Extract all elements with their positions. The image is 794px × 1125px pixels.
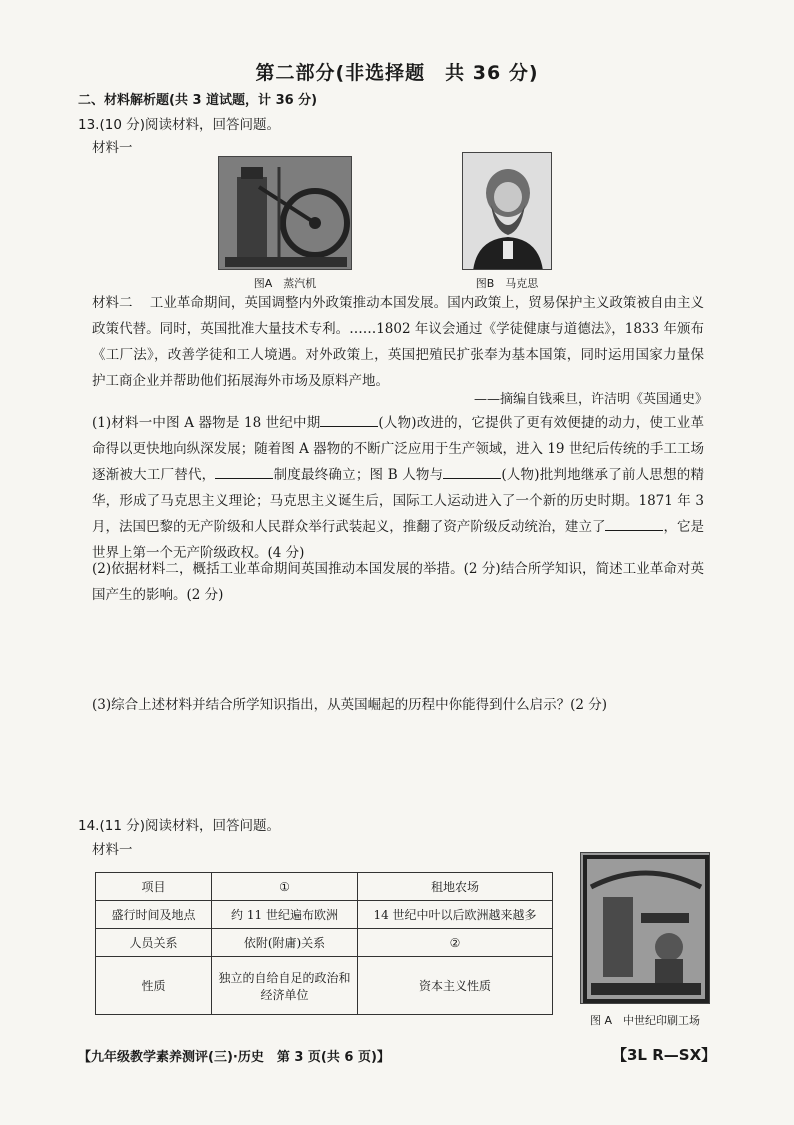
material2-text: 工业革命期间，英国调整内外政策推动本国发展。国内政策上，贸易保护主义政策被自由主义政策代替。同时，英国批准大量技术专利。……1802 年议会通过《学徒健康与道德法》，1833 年颁布《工厂法》，改善学徒和工人境遇。对外政策上，英国把殖民扩张奉为基本国策，同时运用国家力量保护工商企业并帮助他们拓展海外市场及原料产地。 — [92, 295, 705, 389]
table-cell: 约 11 世纪遍布欧洲 — [212, 901, 358, 929]
steam-engine-image — [218, 156, 352, 270]
q13-sub3: (3)综合上述材料并结合所学知识指出，从英国崛起的历程中你能得到什么启示？(2 分) — [92, 697, 608, 713]
table-row — [96, 957, 553, 1015]
footer-left: 【九年级教学素养测评(三)·历史 第 3 页(共 6 页)】 — [78, 1050, 390, 1065]
blank-regime[interactable] — [605, 517, 663, 531]
footer-right: 【3L R—SX】 — [612, 1046, 717, 1064]
table-cell: 租地农场 — [358, 873, 553, 901]
table-cell: 人员关系 — [96, 929, 212, 957]
marx-portrait-image — [462, 152, 552, 270]
table-cell: 盛行时间及地点 — [96, 901, 212, 929]
q13-sub1 — [92, 410, 704, 566]
sub1-text-b: (人物)改进的，它提供了更有效便捷的动力，使工业革命得以更快地向纵深发展；随着图 A 器物的不断广泛应用于生产领域，进入 19 世纪后传统的手工工场逐渐被大工厂替代， — [92, 415, 704, 483]
q13-sub2: (2)依据材料二，概括工业革命期间英国推动本国发展的举措。(2 分)结合所学知识，简述工业革命对英国产生的影响。(2 分) — [92, 561, 704, 603]
table-cell: ① — [212, 873, 358, 901]
q13-header: 13.(10 分)阅读材料，回答问题。 — [78, 117, 280, 133]
comparison-table — [95, 872, 553, 1015]
page-title: 第二部分(非选择题 共 36 分) — [255, 62, 539, 84]
table-cell: 性质 — [96, 957, 212, 1015]
table-cell: 依附(附庸)关系 — [212, 929, 358, 957]
sub1-text-e: ，它是世界上第一个无产阶级政权。(4 分) — [92, 519, 705, 561]
sub1-text-c: 制度最终确立；图 B 人物与 — [273, 467, 444, 483]
table-cell: 14 世纪中叶以后欧洲越来越多 — [358, 901, 553, 929]
table-cell: 独立的自给自足的政治和经济单位 — [212, 957, 358, 1015]
sub1-text-a: (1)材料一中图 A 器物是 18 世纪中期 — [92, 415, 321, 431]
table-cell: 项目 — [96, 873, 212, 901]
fig-a-caption: 图A 蒸汽机 — [253, 277, 317, 290]
blank-system[interactable] — [215, 465, 273, 479]
table-row — [96, 929, 553, 957]
table-cell: ② — [358, 929, 553, 957]
table-row — [96, 873, 553, 901]
q14-header: 14.(11 分)阅读材料，回答问题。 — [78, 818, 280, 834]
table-row — [96, 901, 553, 929]
blank-inventor[interactable] — [320, 413, 378, 427]
material2-paragraph — [92, 290, 704, 394]
sub1-text-d: (人物)批判地继承了前人思想的精华，形成了马克思主义理论；马克思主义诞生后，国际工人运动进入了一个新的历史时期。1871 年 3 月，法国巴黎的无产阶级和人民群众举行武装起义，推翻了资产阶级反动统治，建立了 — [92, 467, 704, 535]
q14-material1-label: 材料一 — [92, 842, 133, 858]
table-cell: 资本主义性质 — [358, 957, 553, 1015]
q13-material1-label: 材料一 — [92, 140, 133, 156]
section-heading: 二、材料解析题(共 3 道试题，计 36 分) — [78, 93, 318, 108]
fig-b-caption: 图B 马克思 — [475, 277, 539, 290]
blank-partner[interactable] — [443, 465, 501, 479]
q14-fig-a-caption: 图 A 中世纪印刷工场 — [589, 1014, 701, 1027]
printing-workshop-image — [580, 852, 710, 1004]
material2-label: 材料二 — [92, 295, 133, 311]
material2-source: ——摘编自钱乘旦，许洁明《英国通史》 — [473, 392, 708, 407]
